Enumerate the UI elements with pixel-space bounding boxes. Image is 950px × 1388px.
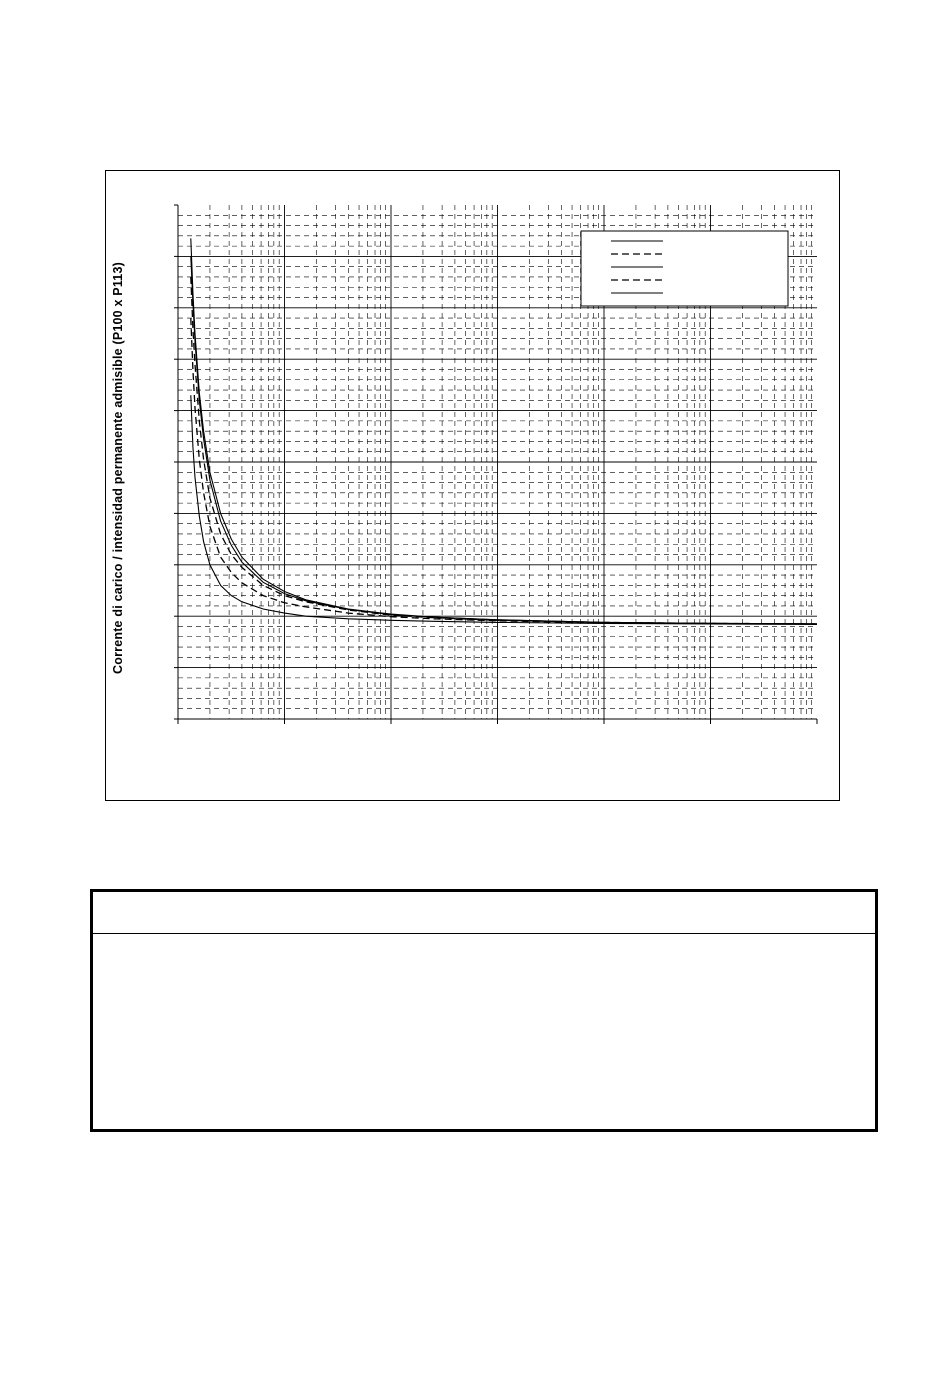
y-axis-label: Corrente di carico / intensidad permanente admisible (P100 x P113)	[111, 262, 125, 674]
legend-box	[581, 231, 788, 306]
notes-box	[90, 889, 878, 1132]
notes-header	[93, 892, 875, 934]
notes-body	[93, 935, 875, 1129]
legend	[581, 231, 788, 306]
